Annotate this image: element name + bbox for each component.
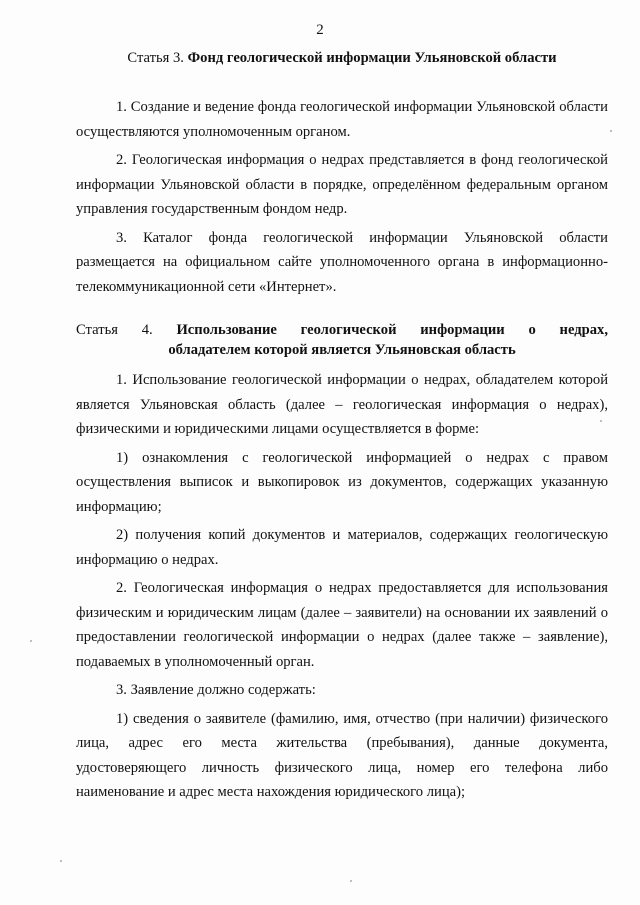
article-4-title-line-1: Использование геологической информации о недрах,	[176, 322, 608, 338]
article-4-title-line-2: обладателем которой является Ульяновская область	[168, 342, 516, 358]
scan-speck	[30, 640, 32, 642]
scan-speck	[600, 420, 602, 422]
article-3-heading	[76, 48, 608, 68]
article-4-paragraph-5: 3. Заявление должно содержать:	[116, 682, 316, 698]
article-4-prefix: Статья 4.	[76, 322, 153, 338]
article-3-prefix: Статья 3.	[127, 50, 184, 66]
article-4-paragraph-3: 2) получения копий документов и материалов, содержащих геологическую информацию о недрах.	[76, 527, 608, 568]
article-4-paragraph-2: 1) ознакомления с геологической информацией о недрах с правом осуществления выписок и выкопировок из документов, содержащих указанную информацию;	[76, 449, 608, 515]
article-4-heading-line-1	[76, 320, 608, 340]
article-4-paragraph-4: 2. Геологическая информация о недрах предоставляется для использования физическим и юридическим лицам (далее – заявители) на основании их заявлений о предоставлении геологической информации о недрах (далее также – заявление), подаваемых в уполномоченный орган.	[76, 580, 608, 670]
article-3-paragraph-1: 1. Создание и ведение фонда геологической информации Ульяновской области осуществляются уполномоченным органом.	[76, 99, 608, 140]
article-4-body	[76, 368, 608, 809]
article-3-title: Фонд геологической информации Ульяновской области	[187, 50, 557, 66]
page-number: 2	[316, 22, 324, 38]
scan-speck	[610, 130, 612, 132]
scan-speck	[350, 880, 352, 882]
article-3-paragraph-2: 2. Геологическая информация о недрах представляется в фонд геологической информации Ульяновской области в порядке, определённом федеральным органом управления государственным фондом недр.	[76, 152, 608, 217]
article-4-paragraph-6: 1) сведения о заявителе (фамилию, имя, отчество (при наличии) физического лица, адрес его места жительства (пребывания), данные документа, удостоверяющего личность физического лица, номер его телефона либо наименование и адрес места нахождения юридического лица);	[76, 710, 608, 800]
article-4-paragraph-1: 1. Использование геологической информации о недрах, обладателем которой является Ульяновская область (далее – геологическая информация о недрах), физическими и юридическими лицами осуществляется в форме:	[76, 372, 608, 437]
article-3-body	[76, 95, 608, 303]
article-3-paragraph-3: 3. Каталог фонда геологической информации Ульяновской области размещается на официальном сайте уполномоченного органа в информационно-телекоммуникационной сети «Интернет».	[76, 229, 608, 295]
article-4-heading	[76, 320, 608, 360]
scan-speck	[60, 860, 62, 862]
